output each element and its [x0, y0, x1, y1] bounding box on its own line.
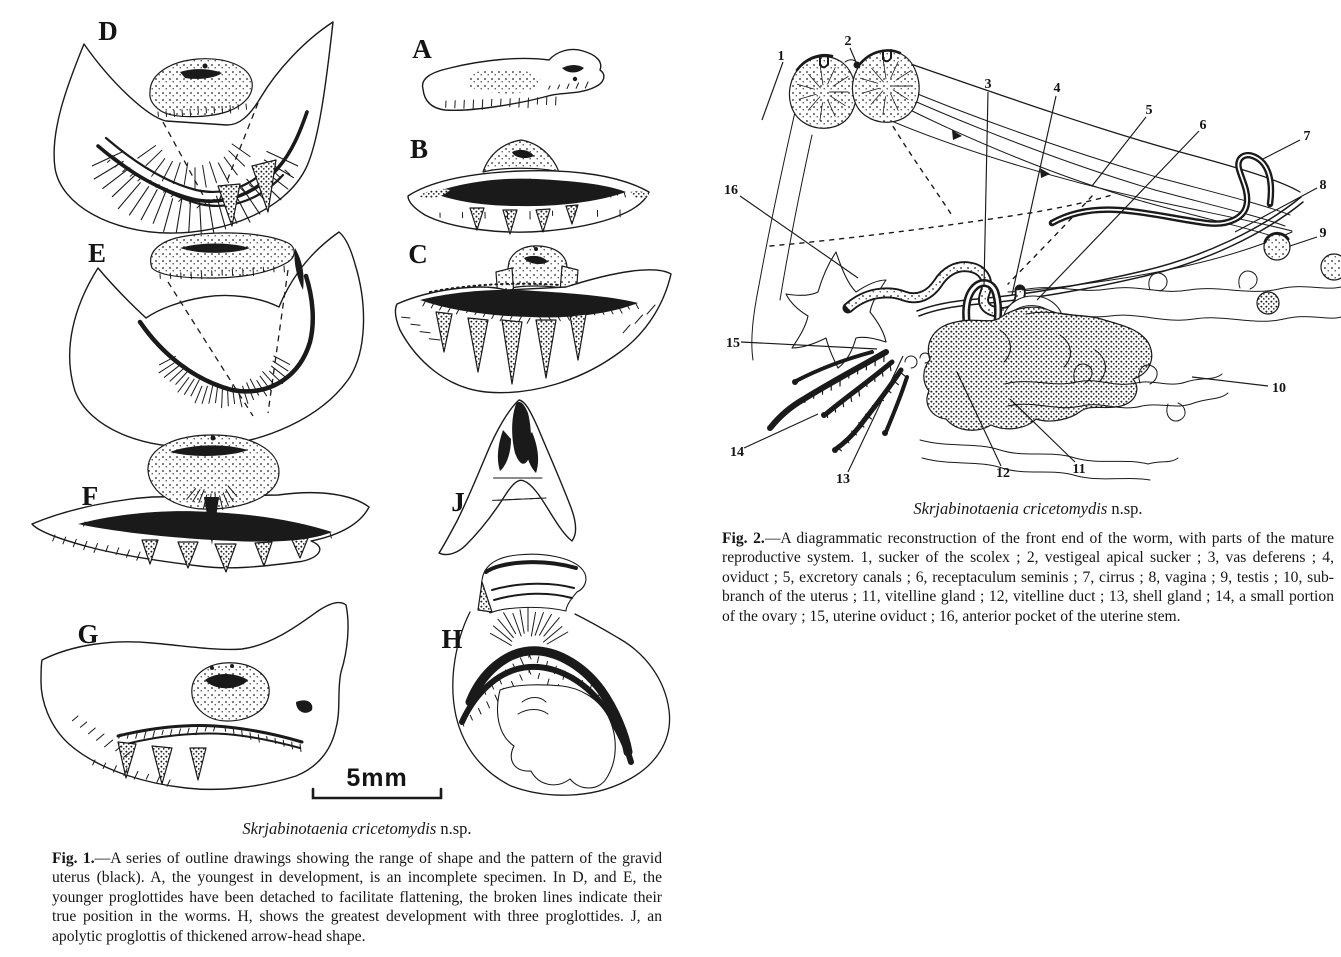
fig2-caption-text: [722, 529, 1334, 626]
hatch-line: [482, 100, 483, 110]
hatch-line: [174, 111, 175, 117]
fig2-species-title: [722, 499, 1334, 519]
hatch-line: [230, 106, 231, 114]
hatch-line: [535, 498, 546, 499]
callout-7: 7: [1303, 129, 1311, 144]
hatch-line: [843, 401, 844, 407]
hatch-line: [222, 106, 223, 113]
sucker-left: [789, 55, 856, 128]
proglottid-outline: [395, 270, 671, 393]
callout-14: 14: [730, 445, 744, 460]
testis: [1321, 254, 1341, 280]
panel-label-F: F: [81, 481, 99, 511]
hatch-line: [246, 104, 247, 109]
figure2-caption: [722, 499, 1334, 626]
hatch-line: [242, 731, 243, 737]
callout-3: 3: [984, 77, 992, 92]
hatch-line: [513, 614, 521, 637]
hatch-line: [874, 376, 875, 381]
hatch-line: [531, 612, 535, 636]
hatch-line: [535, 613, 543, 636]
scolex-suckers: [789, 50, 919, 128]
hatch-line: [267, 736, 268, 740]
left-margin-line: [752, 112, 795, 360]
callout-12: 12: [996, 466, 1010, 481]
canal-line: [903, 88, 1290, 215]
cap-pore: [203, 64, 208, 69]
stem-lobe: [1149, 273, 1167, 291]
scolex-cap-knob: [192, 663, 269, 721]
fig1-caption-body: —A series of outline drawings showing the range of shape and the pattern of the gravid uterus (black). A, the youngest in development, is an incomplete specimen. In D, and E, the younger proglottides have been detached to facilitate flattening, the broken lines indicate their true position in the worms. H, shows the greatest development with three proglottides. J, an apolytic proglottis of thickened arrow-head shape.: [52, 850, 662, 945]
testes-9: [1257, 233, 1341, 314]
hatch-line: [547, 632, 568, 644]
fig2-caption-lead: Fig. 2.: [722, 530, 765, 547]
callout-6: 6: [1199, 118, 1207, 133]
leader-5: [1092, 117, 1146, 186]
fig1-caption-lead: Fig. 1.: [52, 850, 95, 867]
leader-16: [740, 196, 858, 278]
hatch-line: [233, 729, 234, 734]
callout-11: 11: [1072, 462, 1086, 477]
hatch-line: [520, 675, 522, 680]
leader-4: [1012, 96, 1056, 295]
hatch-line: [190, 109, 191, 117]
hatch-line: [520, 610, 524, 634]
hatch-line: [547, 679, 549, 685]
hatch-line: [479, 709, 482, 715]
hatch-line: [882, 370, 883, 376]
fig1-drawing-H: [441, 554, 669, 795]
white-curl: [905, 356, 917, 368]
hatch-line: [253, 268, 254, 276]
lower-meander: [920, 440, 1178, 464]
hatch-line: [827, 413, 828, 417]
hatch-line: [225, 727, 226, 731]
dashed-guides: [770, 118, 1112, 284]
scale-bar-label: 5mm: [346, 764, 408, 792]
fig1-drawing-A: [412, 34, 604, 110]
hatch-line: [201, 271, 202, 279]
fig1-drawing-B: [408, 134, 650, 234]
fig1-species-title: [52, 819, 662, 839]
cap-pore: [211, 436, 216, 441]
callout-15: 15: [726, 336, 740, 351]
hatch-line: [498, 619, 513, 637]
leader-1: [762, 62, 783, 120]
hatch-line: [491, 633, 512, 645]
fig1-drawing-J: [439, 400, 576, 555]
fig1-species-italic: Skrjabinotaenia cricetomydis: [242, 819, 437, 838]
hatch-line: [470, 715, 472, 720]
cirrus-7: [1052, 155, 1271, 223]
hatch-line: [544, 627, 562, 642]
fig1-drawing-E: [70, 232, 364, 447]
vitelline-mass: [905, 307, 1152, 430]
ovary-tip: [882, 430, 888, 436]
leader-3: [984, 92, 988, 286]
leader-7: [1263, 140, 1300, 159]
figure1-plate: [0, 0, 700, 815]
vitelline-lobules: [924, 307, 1152, 430]
canal-line: [903, 96, 1285, 226]
cap-pore: [230, 664, 234, 668]
panel-label-J: J: [451, 487, 465, 517]
hatch-line: [275, 738, 276, 743]
hatch-line: [538, 674, 539, 679]
head-pore: [573, 77, 577, 81]
vestigial-apical-sucker-dot: [854, 62, 861, 69]
cap-pore: [210, 666, 214, 670]
leader-10: [1192, 377, 1268, 386]
fig1-drawing-C: [395, 239, 671, 393]
panel-label-H: H: [441, 624, 463, 654]
fig2-caption-body: —A diagrammatic reconstruction of the front end of the worm, with parts of the mature reproductive system. 1, sucker of the scolex ; 2, vestigeal apical sucker ; 3, vas deferens ; 4, oviduct ; 5, excretory canals ; 6, receptaculum seminis ; 7, cirrus ; 8, vagina ; 9, testis ; 10, sub-branch of the uterus ; 11, vitelline gland ; 12, vitelline duct ; 13, shell gland ; 14, a small portion of the ovary ; 15, uterine oviduct ; 16, anterior pocket of the uterine stem.: [722, 530, 1334, 625]
hatch-line: [214, 107, 215, 113]
testis: [1257, 292, 1279, 314]
ovary-tip: [792, 379, 798, 385]
panel-label-G: G: [77, 619, 99, 649]
hatch-line: [544, 618, 559, 636]
fig1-drawing-G: [41, 603, 348, 790]
hatch-line: [528, 98, 529, 108]
fig2-species-suffix: n.sp.: [1111, 499, 1143, 518]
hatch-line: [835, 407, 836, 412]
panel-label-E: E: [87, 238, 107, 268]
canal-bundle: [900, 88, 1292, 292]
callout-10: 10: [1272, 381, 1286, 396]
scolex-cap: [507, 246, 567, 289]
stem-wall: [1022, 287, 1341, 292]
fig1-species-suffix: n.sp.: [440, 819, 472, 838]
callout-9: 9: [1319, 226, 1327, 241]
ovary-tip: [832, 447, 838, 453]
ovary-tip: [821, 412, 827, 418]
lower-margin-line: [889, 120, 1292, 231]
hatch-line: [206, 108, 207, 113]
hatch-line: [494, 626, 512, 641]
panel-label-D: D: [98, 16, 118, 46]
detached-scolex-cap: [150, 59, 252, 117]
callout-1: 1: [777, 49, 785, 64]
callout-2: 2: [844, 34, 852, 49]
panel-label-B: B: [409, 134, 429, 164]
callout-4: 4: [1053, 81, 1061, 96]
hatch-line: [537, 657, 539, 663]
fig1-drawing-D: [54, 16, 333, 237]
proglottid-outline: [439, 400, 576, 555]
hatch-line: [487, 702, 490, 708]
stem-lobe: [1239, 271, 1257, 289]
callout-13: 13: [836, 472, 850, 487]
flow-arrowhead: [952, 130, 962, 140]
cap-pore: [534, 247, 538, 251]
fig1-drawing-F: [32, 435, 369, 572]
scale-bar: [313, 764, 441, 798]
callout-8: 8: [1319, 178, 1327, 193]
white-curl: [920, 353, 930, 363]
sucker-right: [852, 50, 919, 122]
callout-5: 5: [1145, 103, 1153, 118]
figure1-caption: [52, 819, 662, 946]
hatch-line: [512, 682, 514, 687]
hatch-line: [182, 110, 183, 117]
panel-label-C: C: [408, 239, 428, 269]
hatch-line: [166, 111, 167, 116]
fan-lines: [491, 607, 568, 645]
hatch-line: [521, 658, 524, 664]
hatch-line: [866, 382, 867, 386]
leader-9: [1290, 237, 1317, 246]
figure2-plate: [700, 0, 1341, 495]
fig2-species-italic: Skrjabinotaenia cricetomydis: [913, 499, 1108, 518]
fig1-caption-text: [52, 849, 662, 946]
ovary-tip: [767, 425, 773, 431]
callout-16: 16: [724, 183, 738, 198]
panel-label-A: A: [412, 34, 432, 64]
